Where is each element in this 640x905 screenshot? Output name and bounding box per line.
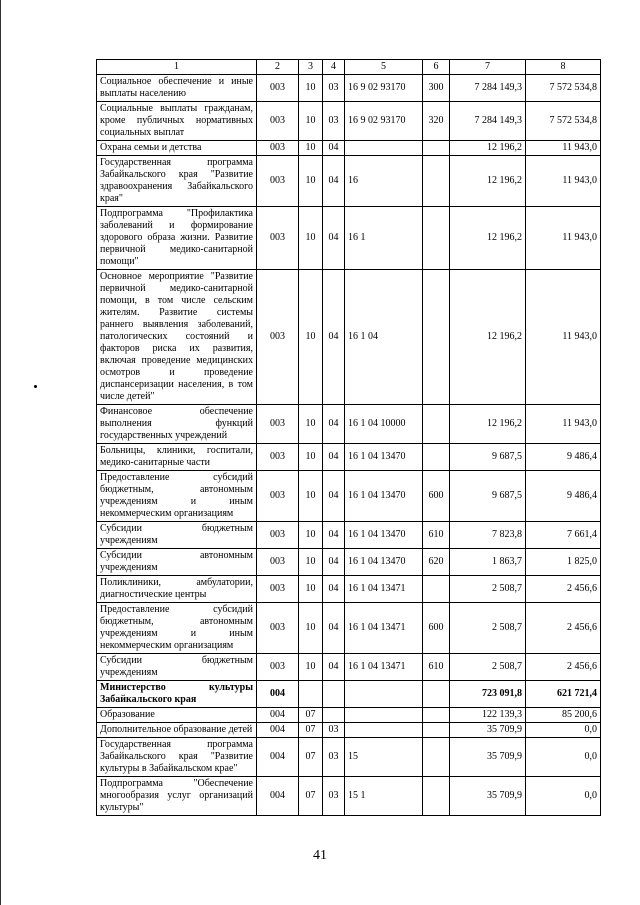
admin-code-cell: 003: [257, 603, 299, 654]
admin-code-cell: 004: [257, 738, 299, 777]
amount-year1-cell: 2 508,7: [450, 603, 526, 654]
target-article-cell: [345, 681, 423, 708]
section-cell: 10: [299, 405, 323, 444]
section-cell: 07: [299, 708, 323, 723]
section-cell: 10: [299, 141, 323, 156]
admin-code-cell: 003: [257, 75, 299, 102]
amount-year2-cell: 11 943,0: [526, 156, 601, 207]
amount-year2-cell: 11 943,0: [526, 207, 601, 270]
subsection-cell: 04: [323, 156, 345, 207]
amount-year1-cell: 9 687,5: [450, 444, 526, 471]
row-name-cell: Министерство культуры Забайкальского края: [97, 681, 257, 708]
subsection-cell: [323, 708, 345, 723]
amount-year1-cell: 1 863,7: [450, 549, 526, 576]
target-article-cell: 16 1 04: [345, 270, 423, 405]
target-article-cell: 16 1 04 13471: [345, 654, 423, 681]
amount-year2-cell: 11 943,0: [526, 270, 601, 405]
row-name-cell: Подпрограмма "Обеспечение многообразия услуг организаций культуры": [97, 777, 257, 816]
expense-type-cell: [423, 405, 450, 444]
subsection-cell: 04: [323, 405, 345, 444]
row-name-cell: Государственная программа Забайкальского края "Развитие здравоохранения Забайкальского края": [97, 156, 257, 207]
section-cell: 10: [299, 471, 323, 522]
row-name-cell: Социальные выплаты гражданам, кроме публичных нормативных социальных выплат: [97, 102, 257, 141]
table-row: [97, 549, 601, 576]
table-row: [97, 603, 601, 654]
amount-year2-cell: 11 943,0: [526, 405, 601, 444]
subsection-cell: [323, 681, 345, 708]
target-article-cell: 16 1 04 13471: [345, 576, 423, 603]
admin-code-cell: 003: [257, 207, 299, 270]
table-row: [97, 777, 601, 816]
expense-type-cell: 600: [423, 603, 450, 654]
subsection-cell: 03: [323, 777, 345, 816]
expense-type-cell: [423, 207, 450, 270]
section-cell: 10: [299, 576, 323, 603]
expense-type-cell: [423, 576, 450, 603]
subsection-cell: 04: [323, 270, 345, 405]
amount-year2-cell: 2 456,6: [526, 576, 601, 603]
target-article-cell: 16 1: [345, 207, 423, 270]
target-article-cell: 15: [345, 738, 423, 777]
row-name-cell: Социальное обеспечение и иные выплаты населению: [97, 75, 257, 102]
row-name-cell: Финансовое обеспечение выполнения функций государственных учреждений: [97, 405, 257, 444]
table-row: [97, 75, 601, 102]
row-name-cell: Государственная программа Забайкальского края "Развитие культуры в Забайкальском крае": [97, 738, 257, 777]
expense-type-cell: [423, 723, 450, 738]
subsection-cell: 03: [323, 723, 345, 738]
expense-type-cell: [423, 738, 450, 777]
target-article-cell: [345, 708, 423, 723]
admin-code-cell: 003: [257, 405, 299, 444]
amount-year1-cell: 35 709,9: [450, 738, 526, 777]
subsection-cell: 04: [323, 576, 345, 603]
table-row: [97, 102, 601, 141]
header-cell: 8: [526, 60, 601, 75]
header-cell: 4: [323, 60, 345, 75]
expense-type-cell: 600: [423, 471, 450, 522]
amount-year2-cell: 7 661,4: [526, 522, 601, 549]
amount-year1-cell: 35 709,9: [450, 723, 526, 738]
header-cell: 7: [450, 60, 526, 75]
target-article-cell: 16 9 02 93170: [345, 102, 423, 141]
target-article-cell: 16 1 04 10000: [345, 405, 423, 444]
admin-code-cell: 003: [257, 522, 299, 549]
amount-year2-cell: 2 456,6: [526, 654, 601, 681]
subsection-cell: 04: [323, 207, 345, 270]
page-number: 41: [313, 848, 327, 863]
subsection-cell: 03: [323, 102, 345, 141]
amount-year1-cell: 12 196,2: [450, 141, 526, 156]
table-row: [97, 723, 601, 738]
amount-year2-cell: 9 486,4: [526, 444, 601, 471]
section-cell: 10: [299, 102, 323, 141]
admin-code-cell: 003: [257, 471, 299, 522]
row-name-cell: Субсидии бюджетным учреждениям: [97, 522, 257, 549]
row-name-cell: Предоставление субсидий бюджетным, автономным учреждениям и иным некоммерческим организациям: [97, 471, 257, 522]
section-cell: [299, 681, 323, 708]
amount-year1-cell: 2 508,7: [450, 654, 526, 681]
row-name-cell: Подпрограмма "Профилактика заболеваний и формирование здорового образа жизни. Развитие первичной медико-санитарной помощи": [97, 207, 257, 270]
amount-year2-cell: 11 943,0: [526, 141, 601, 156]
target-article-cell: 16 1 04 13471: [345, 603, 423, 654]
expense-type-cell: 610: [423, 522, 450, 549]
subsection-cell: 04: [323, 603, 345, 654]
target-article-cell: 16 1 04 13470: [345, 549, 423, 576]
table-row: [97, 270, 601, 405]
table-row: [97, 471, 601, 522]
header-cell: 3: [299, 60, 323, 75]
amount-year2-cell: 2 456,6: [526, 603, 601, 654]
table-row: [97, 576, 601, 603]
header-cell: 1: [97, 60, 257, 75]
row-name-cell: Поликлиники, амбулатории, диагностические центры: [97, 576, 257, 603]
table-row: [97, 207, 601, 270]
expense-type-cell: [423, 777, 450, 816]
amount-year1-cell: 122 139,3: [450, 708, 526, 723]
amount-year2-cell: 7 572 534,8: [526, 75, 601, 102]
expense-type-cell: [423, 156, 450, 207]
table-row: [97, 444, 601, 471]
section-cell: 10: [299, 549, 323, 576]
expense-type-cell: [423, 681, 450, 708]
table-row: [97, 738, 601, 777]
expense-type-cell: 610: [423, 654, 450, 681]
section-cell: 10: [299, 444, 323, 471]
section-cell: 07: [299, 723, 323, 738]
table-row: [97, 681, 601, 708]
amount-year2-cell: 1 825,0: [526, 549, 601, 576]
amount-year2-cell: 85 200,6: [526, 708, 601, 723]
target-article-cell: 16 1 04 13470: [345, 522, 423, 549]
subsection-cell: 04: [323, 141, 345, 156]
row-name-cell: Основное мероприятие "Развитие первичной медико-санитарной помощи, в том числе сельским жителям. Развитие системы раннего выявления заболеваний, патологических состояний и факторов риска их развития, включая проведение медицинских осмотров и проведение диспансеризации населения, в том числе детей": [97, 270, 257, 405]
admin-code-cell: 003: [257, 549, 299, 576]
target-article-cell: 16 1 04 13470: [345, 444, 423, 471]
subsection-cell: 04: [323, 654, 345, 681]
amount-year1-cell: 7 823,8: [450, 522, 526, 549]
admin-code-cell: 004: [257, 681, 299, 708]
amount-year1-cell: 12 196,2: [450, 156, 526, 207]
expense-type-cell: [423, 444, 450, 471]
table-row: [97, 156, 601, 207]
subsection-cell: 04: [323, 444, 345, 471]
target-article-cell: 16 1 04 13470: [345, 471, 423, 522]
row-name-cell: Больницы, клиники, госпитали, медико-санитарные части: [97, 444, 257, 471]
table-row: [97, 522, 601, 549]
row-name-cell: Предоставление субсидий бюджетным, автономным учреждениям и иным некоммерческим организациям: [97, 603, 257, 654]
section-cell: 10: [299, 207, 323, 270]
expense-type-cell: [423, 270, 450, 405]
admin-code-cell: 003: [257, 156, 299, 207]
table-row: [97, 141, 601, 156]
budget-table: [96, 59, 601, 816]
amount-year2-cell: 7 572 534,8: [526, 102, 601, 141]
expense-type-cell: 620: [423, 549, 450, 576]
budget-table-container: [96, 59, 600, 816]
amount-year1-cell: 12 196,2: [450, 207, 526, 270]
admin-code-cell: 003: [257, 576, 299, 603]
target-article-cell: [345, 141, 423, 156]
target-article-cell: 16: [345, 156, 423, 207]
section-cell: 07: [299, 777, 323, 816]
amount-year2-cell: 621 721,4: [526, 681, 601, 708]
amount-year1-cell: 7 284 149,3: [450, 75, 526, 102]
header-cell: 2: [257, 60, 299, 75]
amount-year1-cell: 7 284 149,3: [450, 102, 526, 141]
row-name-cell: Охрана семьи и детства: [97, 141, 257, 156]
admin-code-cell: 004: [257, 723, 299, 738]
row-name-cell: Субсидии автономным учреждениям: [97, 549, 257, 576]
row-name-cell: Дополнительное образование детей: [97, 723, 257, 738]
amount-year2-cell: 0,0: [526, 738, 601, 777]
section-cell: 10: [299, 270, 323, 405]
row-name-cell: Субсидии бюджетным учреждениям: [97, 654, 257, 681]
amount-year2-cell: 9 486,4: [526, 471, 601, 522]
target-article-cell: 15 1: [345, 777, 423, 816]
target-article-cell: [345, 723, 423, 738]
section-cell: 10: [299, 75, 323, 102]
amount-year1-cell: 12 196,2: [450, 270, 526, 405]
section-cell: 10: [299, 522, 323, 549]
admin-code-cell: 004: [257, 708, 299, 723]
subsection-cell: 04: [323, 471, 345, 522]
amount-year1-cell: 723 091,8: [450, 681, 526, 708]
header-cell: 6: [423, 60, 450, 75]
amount-year1-cell: 12 196,2: [450, 405, 526, 444]
admin-code-cell: 004: [257, 777, 299, 816]
admin-code-cell: 003: [257, 444, 299, 471]
subsection-cell: 03: [323, 75, 345, 102]
row-name-cell: Образование: [97, 708, 257, 723]
scan-speck: [34, 385, 37, 388]
admin-code-cell: 003: [257, 270, 299, 405]
table-row: [97, 708, 601, 723]
expense-type-cell: 300: [423, 75, 450, 102]
subsection-cell: 03: [323, 738, 345, 777]
section-cell: 10: [299, 654, 323, 681]
admin-code-cell: 003: [257, 654, 299, 681]
amount-year1-cell: 2 508,7: [450, 576, 526, 603]
expense-type-cell: 320: [423, 102, 450, 141]
scan-edge-line: [0, 0, 1, 905]
header-cell: 5: [345, 60, 423, 75]
expense-type-cell: [423, 141, 450, 156]
table-row: [97, 405, 601, 444]
subsection-cell: 04: [323, 522, 345, 549]
table-row: [97, 654, 601, 681]
expense-type-cell: [423, 708, 450, 723]
table-header-row: [97, 60, 601, 75]
admin-code-cell: 003: [257, 102, 299, 141]
subsection-cell: 04: [323, 549, 345, 576]
amount-year1-cell: 9 687,5: [450, 471, 526, 522]
section-cell: 10: [299, 156, 323, 207]
amount-year1-cell: 35 709,9: [450, 777, 526, 816]
amount-year2-cell: 0,0: [526, 723, 601, 738]
section-cell: 07: [299, 738, 323, 777]
amount-year2-cell: 0,0: [526, 777, 601, 816]
section-cell: 10: [299, 603, 323, 654]
target-article-cell: 16 9 02 93170: [345, 75, 423, 102]
admin-code-cell: 003: [257, 141, 299, 156]
